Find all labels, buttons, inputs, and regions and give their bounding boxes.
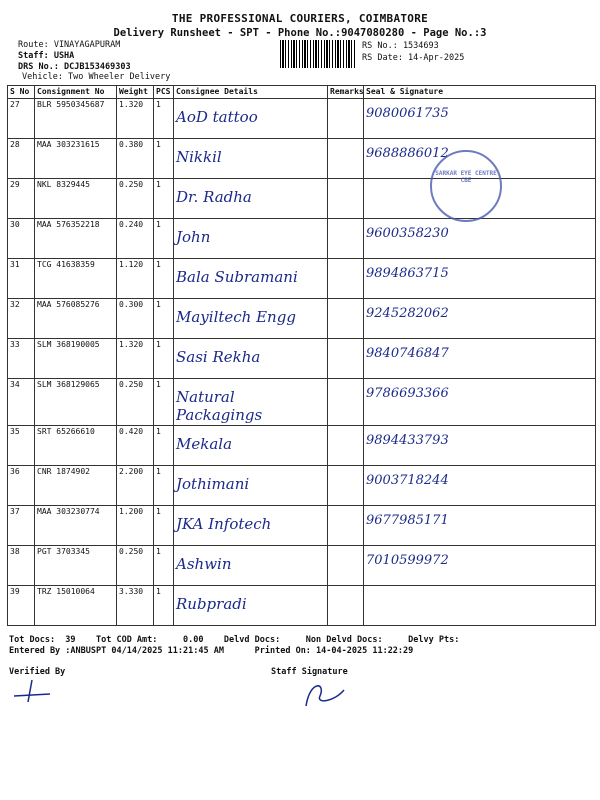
staff-signature-label: Staff Signature <box>271 667 348 677</box>
signature-phone: 9840746847 <box>366 346 449 361</box>
cell-consignee <box>174 466 328 506</box>
cell-weight: 0.420 <box>117 426 154 466</box>
consignee-name: Nikkil <box>176 148 222 166</box>
signature-phone: 9677985171 <box>366 513 449 528</box>
cell-pcs: 1 <box>154 179 174 219</box>
cell-signature <box>364 426 596 466</box>
barcode <box>280 40 356 68</box>
cell-remarks <box>328 339 364 379</box>
table-header-row <box>8 86 596 99</box>
consignee-name: Rubpradi <box>176 595 247 613</box>
cell-sno: 38 <box>8 546 35 586</box>
cell-sno: 31 <box>8 259 35 299</box>
cell-weight: 1.320 <box>117 99 154 139</box>
cell-sno: 27 <box>8 99 35 139</box>
consignee-name: Bala Subramani <box>176 268 298 286</box>
cell-remarks <box>328 546 364 586</box>
table-row <box>8 339 596 379</box>
signature-phone: 9688886012 <box>366 146 449 161</box>
cell-remarks <box>328 506 364 546</box>
cell-pcs: 1 <box>154 259 174 299</box>
consignee-name: Mekala <box>176 435 233 453</box>
table-row <box>8 179 596 219</box>
cell-weight: 1.200 <box>117 506 154 546</box>
cell-pcs: 1 <box>154 379 174 426</box>
cell-signature <box>364 339 596 379</box>
runsheet-table <box>7 85 596 626</box>
drs-label: DRS No.: DCJB153469303 <box>18 62 131 72</box>
rs-no: RS No.: 1534693 <box>362 41 439 51</box>
cell-signature <box>364 586 596 626</box>
cell-consignee <box>174 259 328 299</box>
consignee-name: Jothimani <box>176 475 250 493</box>
cell-consignee <box>174 299 328 339</box>
table-row <box>8 379 596 426</box>
table-row <box>8 139 596 179</box>
cell-signature <box>364 379 596 426</box>
signature-phone: 9245282062 <box>366 306 449 321</box>
vehicle-label: Vehicle: Two Wheeler Delivery <box>22 72 171 82</box>
signature-phone: 9600358230 <box>366 226 449 241</box>
cell-consignment: CNR 1874902 <box>35 466 117 506</box>
cell-remarks <box>328 139 364 179</box>
totals-line: Tot Docs: 39 Tot COD Amt: 0.00 Delvd Docs: Non Delvd Docs: Delvy Pts: <box>9 635 460 645</box>
verifier-signature-mark <box>12 676 52 704</box>
consignee-name: Ashwin <box>176 555 232 573</box>
consignee-name: JKA Infotech <box>176 515 272 533</box>
cell-consignee <box>174 139 328 179</box>
cell-consignment: MAA 303230774 <box>35 506 117 546</box>
route-label: Route: VINAYAGAPURAM <box>18 40 121 50</box>
col-pcs: PCS <box>154 86 174 99</box>
cell-pcs: 1 <box>154 466 174 506</box>
consignee-name: Dr. Radha <box>176 188 252 206</box>
cell-consignment: MAA 576352218 <box>35 219 117 259</box>
cell-consignment: SLM 368129065 <box>35 379 117 426</box>
consignee-name: Natural Packagings <box>176 388 263 424</box>
cell-pcs: 1 <box>154 139 174 179</box>
cell-pcs: 1 <box>154 506 174 546</box>
cell-pcs: 1 <box>154 546 174 586</box>
consignee-name: John <box>176 228 211 246</box>
consignee-name: AoD tattoo <box>176 108 258 126</box>
cell-remarks <box>328 99 364 139</box>
cell-sno: 33 <box>8 339 35 379</box>
cell-remarks <box>328 586 364 626</box>
cell-sno: 34 <box>8 379 35 426</box>
cell-signature <box>364 299 596 339</box>
cell-consignee <box>174 379 328 426</box>
cell-remarks <box>328 426 364 466</box>
cell-consignment: TCG 41638359 <box>35 259 117 299</box>
col-signature: Seal & Signature <box>364 86 596 99</box>
cell-sno: 29 <box>8 179 35 219</box>
rs-date: RS Date: 14-Apr-2025 <box>362 53 465 63</box>
cell-remarks <box>328 379 364 426</box>
rubber-stamp <box>430 150 502 222</box>
col-weight: Weight <box>117 86 154 99</box>
table-row <box>8 299 596 339</box>
verified-by: Verified By <box>9 667 66 677</box>
cell-weight: 2.200 <box>117 466 154 506</box>
cell-sno: 36 <box>8 466 35 506</box>
table-row <box>8 219 596 259</box>
signature-phone: 9894433793 <box>366 433 449 448</box>
cell-pcs: 1 <box>154 219 174 259</box>
cell-consignee <box>174 546 328 586</box>
runsheet-title: Delivery Runsheet - SPT - Phone No.:9047080280 - Page No.:3 <box>113 27 487 39</box>
staff-signature-mark <box>300 676 350 712</box>
cell-sno: 39 <box>8 586 35 626</box>
cell-signature <box>364 259 596 299</box>
cell-consignment: TRZ 15010064 <box>35 586 117 626</box>
cell-consignment: PGT 3703345 <box>35 546 117 586</box>
cell-pcs: 1 <box>154 299 174 339</box>
cell-signature <box>364 546 596 586</box>
cell-consignee <box>174 339 328 379</box>
cell-pcs: 1 <box>154 586 174 626</box>
table-row <box>8 506 596 546</box>
cell-consignee <box>174 99 328 139</box>
table-row <box>8 99 596 139</box>
col-consignment: Consignment No <box>35 86 117 99</box>
cell-remarks <box>328 179 364 219</box>
cell-pcs: 1 <box>154 339 174 379</box>
cell-weight: 0.250 <box>117 379 154 426</box>
cell-pcs: 1 <box>154 426 174 466</box>
table-row <box>8 426 596 466</box>
cell-signature <box>364 99 596 139</box>
cell-weight: 0.300 <box>117 299 154 339</box>
cell-consignee <box>174 586 328 626</box>
cell-weight: 0.240 <box>117 219 154 259</box>
cell-consignment: SLM 368190005 <box>35 339 117 379</box>
cell-sno: 37 <box>8 506 35 546</box>
cell-signature <box>364 506 596 546</box>
signature-phone: 7010599972 <box>366 553 449 568</box>
cell-consignee <box>174 506 328 546</box>
cell-signature <box>364 219 596 259</box>
col-consignee: Consignee Details <box>174 86 328 99</box>
cell-consignment: MAA 576085276 <box>35 299 117 339</box>
signature-phone: 9080061735 <box>366 106 449 121</box>
cell-sno: 30 <box>8 219 35 259</box>
cell-consignment: SRT 65266610 <box>35 426 117 466</box>
entered-line: Entered By :ANBUSPT 04/14/2025 11:21:45 AM Printed On: 14-04-2025 11:22:29 <box>9 646 414 656</box>
cell-consignment: BLR 5950345687 <box>35 99 117 139</box>
cell-consignment: MAA 303231615 <box>35 139 117 179</box>
cell-pcs: 1 <box>154 99 174 139</box>
cell-consignee <box>174 426 328 466</box>
cell-weight: 1.120 <box>117 259 154 299</box>
cell-sno: 28 <box>8 139 35 179</box>
cell-remarks <box>328 299 364 339</box>
cell-weight: 0.380 <box>117 139 154 179</box>
consignee-name: Mayiltech Engg <box>176 308 296 326</box>
table-row <box>8 546 596 586</box>
cell-consignee <box>174 219 328 259</box>
table-row <box>8 586 596 626</box>
table-row <box>8 259 596 299</box>
cell-sno: 35 <box>8 426 35 466</box>
cell-weight: 3.330 <box>117 586 154 626</box>
signature-phone: 9786693366 <box>366 386 449 401</box>
cell-weight: 0.250 <box>117 546 154 586</box>
cell-remarks <box>328 259 364 299</box>
consignee-name: Sasi Rekha <box>176 348 261 366</box>
company-title: THE PROFESSIONAL COURIERS, COIMBATORE <box>171 12 429 25</box>
cell-remarks <box>328 466 364 506</box>
cell-consignment: NKL 8329445 <box>35 179 117 219</box>
signature-phone: 9003718244 <box>366 473 449 488</box>
stamp-text: SARKAR EYE CENTRE CBE <box>435 170 497 184</box>
signature-phone: 9894863715 <box>366 266 449 281</box>
staff-label: Staff: USHA <box>18 51 75 61</box>
cell-signature <box>364 466 596 506</box>
col-remarks: Remarks <box>328 86 364 99</box>
cell-weight: 0.250 <box>117 179 154 219</box>
cell-weight: 1.320 <box>117 339 154 379</box>
cell-consignee <box>174 179 328 219</box>
col-sno: S No <box>8 86 35 99</box>
cell-sno: 32 <box>8 299 35 339</box>
cell-remarks <box>328 219 364 259</box>
table-row <box>8 466 596 506</box>
